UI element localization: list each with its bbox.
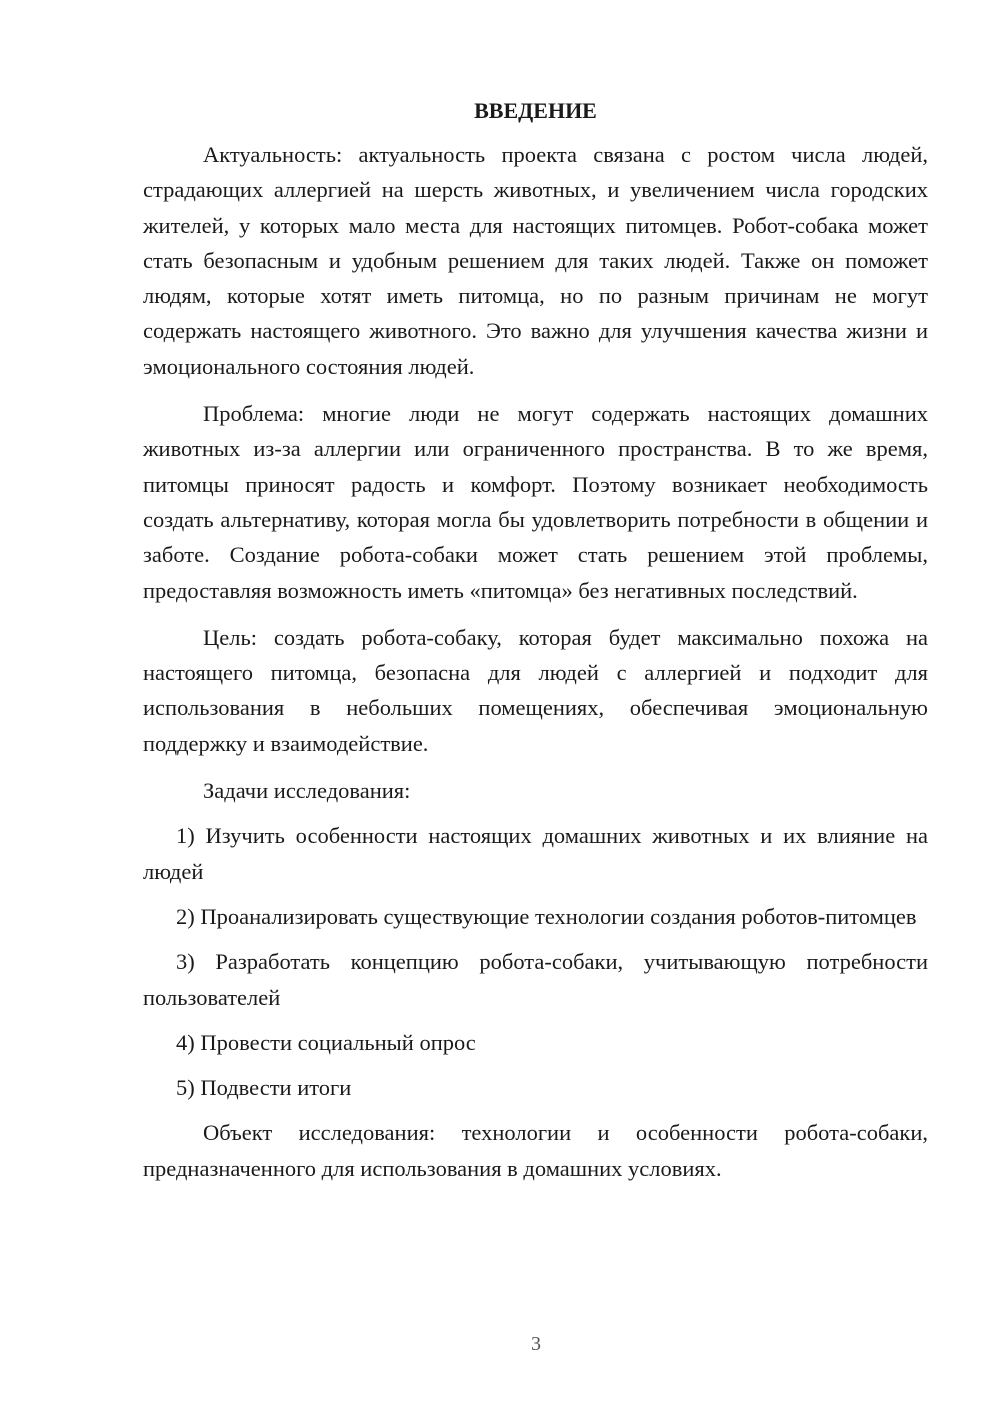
paragraph-relevance: Актуальность: актуальность проекта связана с ростом числа людей, страдающих аллергией на шерсть животных, и увеличением числа городских жителей, у которых мало места для настоящих питомцев. Робот-собака может стать безопасным и удобным решением для таких людей. Также он поможет людям, которые хотят иметь питомца, но по разным причинам не могут содержать настоящего животного. Это важно для улучшения качества жизни и эмоционального состояния людей. xyxy=(143,142,928,379)
paragraph-goal: Цель: создать робота-собаку, которая будет максимально похожа на настоящего питомца, безопасна для людей с аллергией и подходит для использования в небольших помещениях, обеспечивая эмоциональную поддержку и взаимодействие. xyxy=(143,624,928,756)
document-page xyxy=(143,96,928,1186)
tasks-title: Задачи исследования: xyxy=(203,778,411,804)
task-item: 3) Разработать концепцию робота-собаки, учитывающую потребности пользователей xyxy=(143,949,928,1010)
task-item: 5) Подвести итоги xyxy=(176,1075,352,1101)
paragraph-spacer xyxy=(143,608,928,620)
task-item: 2) Проанализировать существующие технологии создания роботов-питомцев xyxy=(176,903,917,929)
task-item: 4) Провести социальный опрос xyxy=(176,1029,476,1055)
paragraph-spacer xyxy=(143,761,928,773)
task-item: 1) Изучить особенности настоящих домашних животных и их влияние на людей xyxy=(143,823,928,884)
tasks-list xyxy=(143,818,928,1105)
paragraph-object: Объект исследования: технологии и особенности робота-собаки, предназначенного для использования в домашних условиях. xyxy=(143,1120,928,1181)
paragraph-spacer xyxy=(143,384,928,396)
section-heading: ВВЕДЕНИЕ xyxy=(474,98,597,123)
page-number: 3 xyxy=(531,1333,541,1355)
paragraph-problem: Проблема: многие люди не могут содержать настоящих домашних животных из-за аллергии или ограниченного пространства. В то же время, питомцы приносят радость и комфорт. Поэтому возникает необходимость создать альтернативу, которая могла бы удовлетворить потребности в общении и заботе. Создание робота-собаки может стать решением этой проблемы, предоставляя возможность иметь «питомца» без негативных последствий. xyxy=(143,401,928,603)
